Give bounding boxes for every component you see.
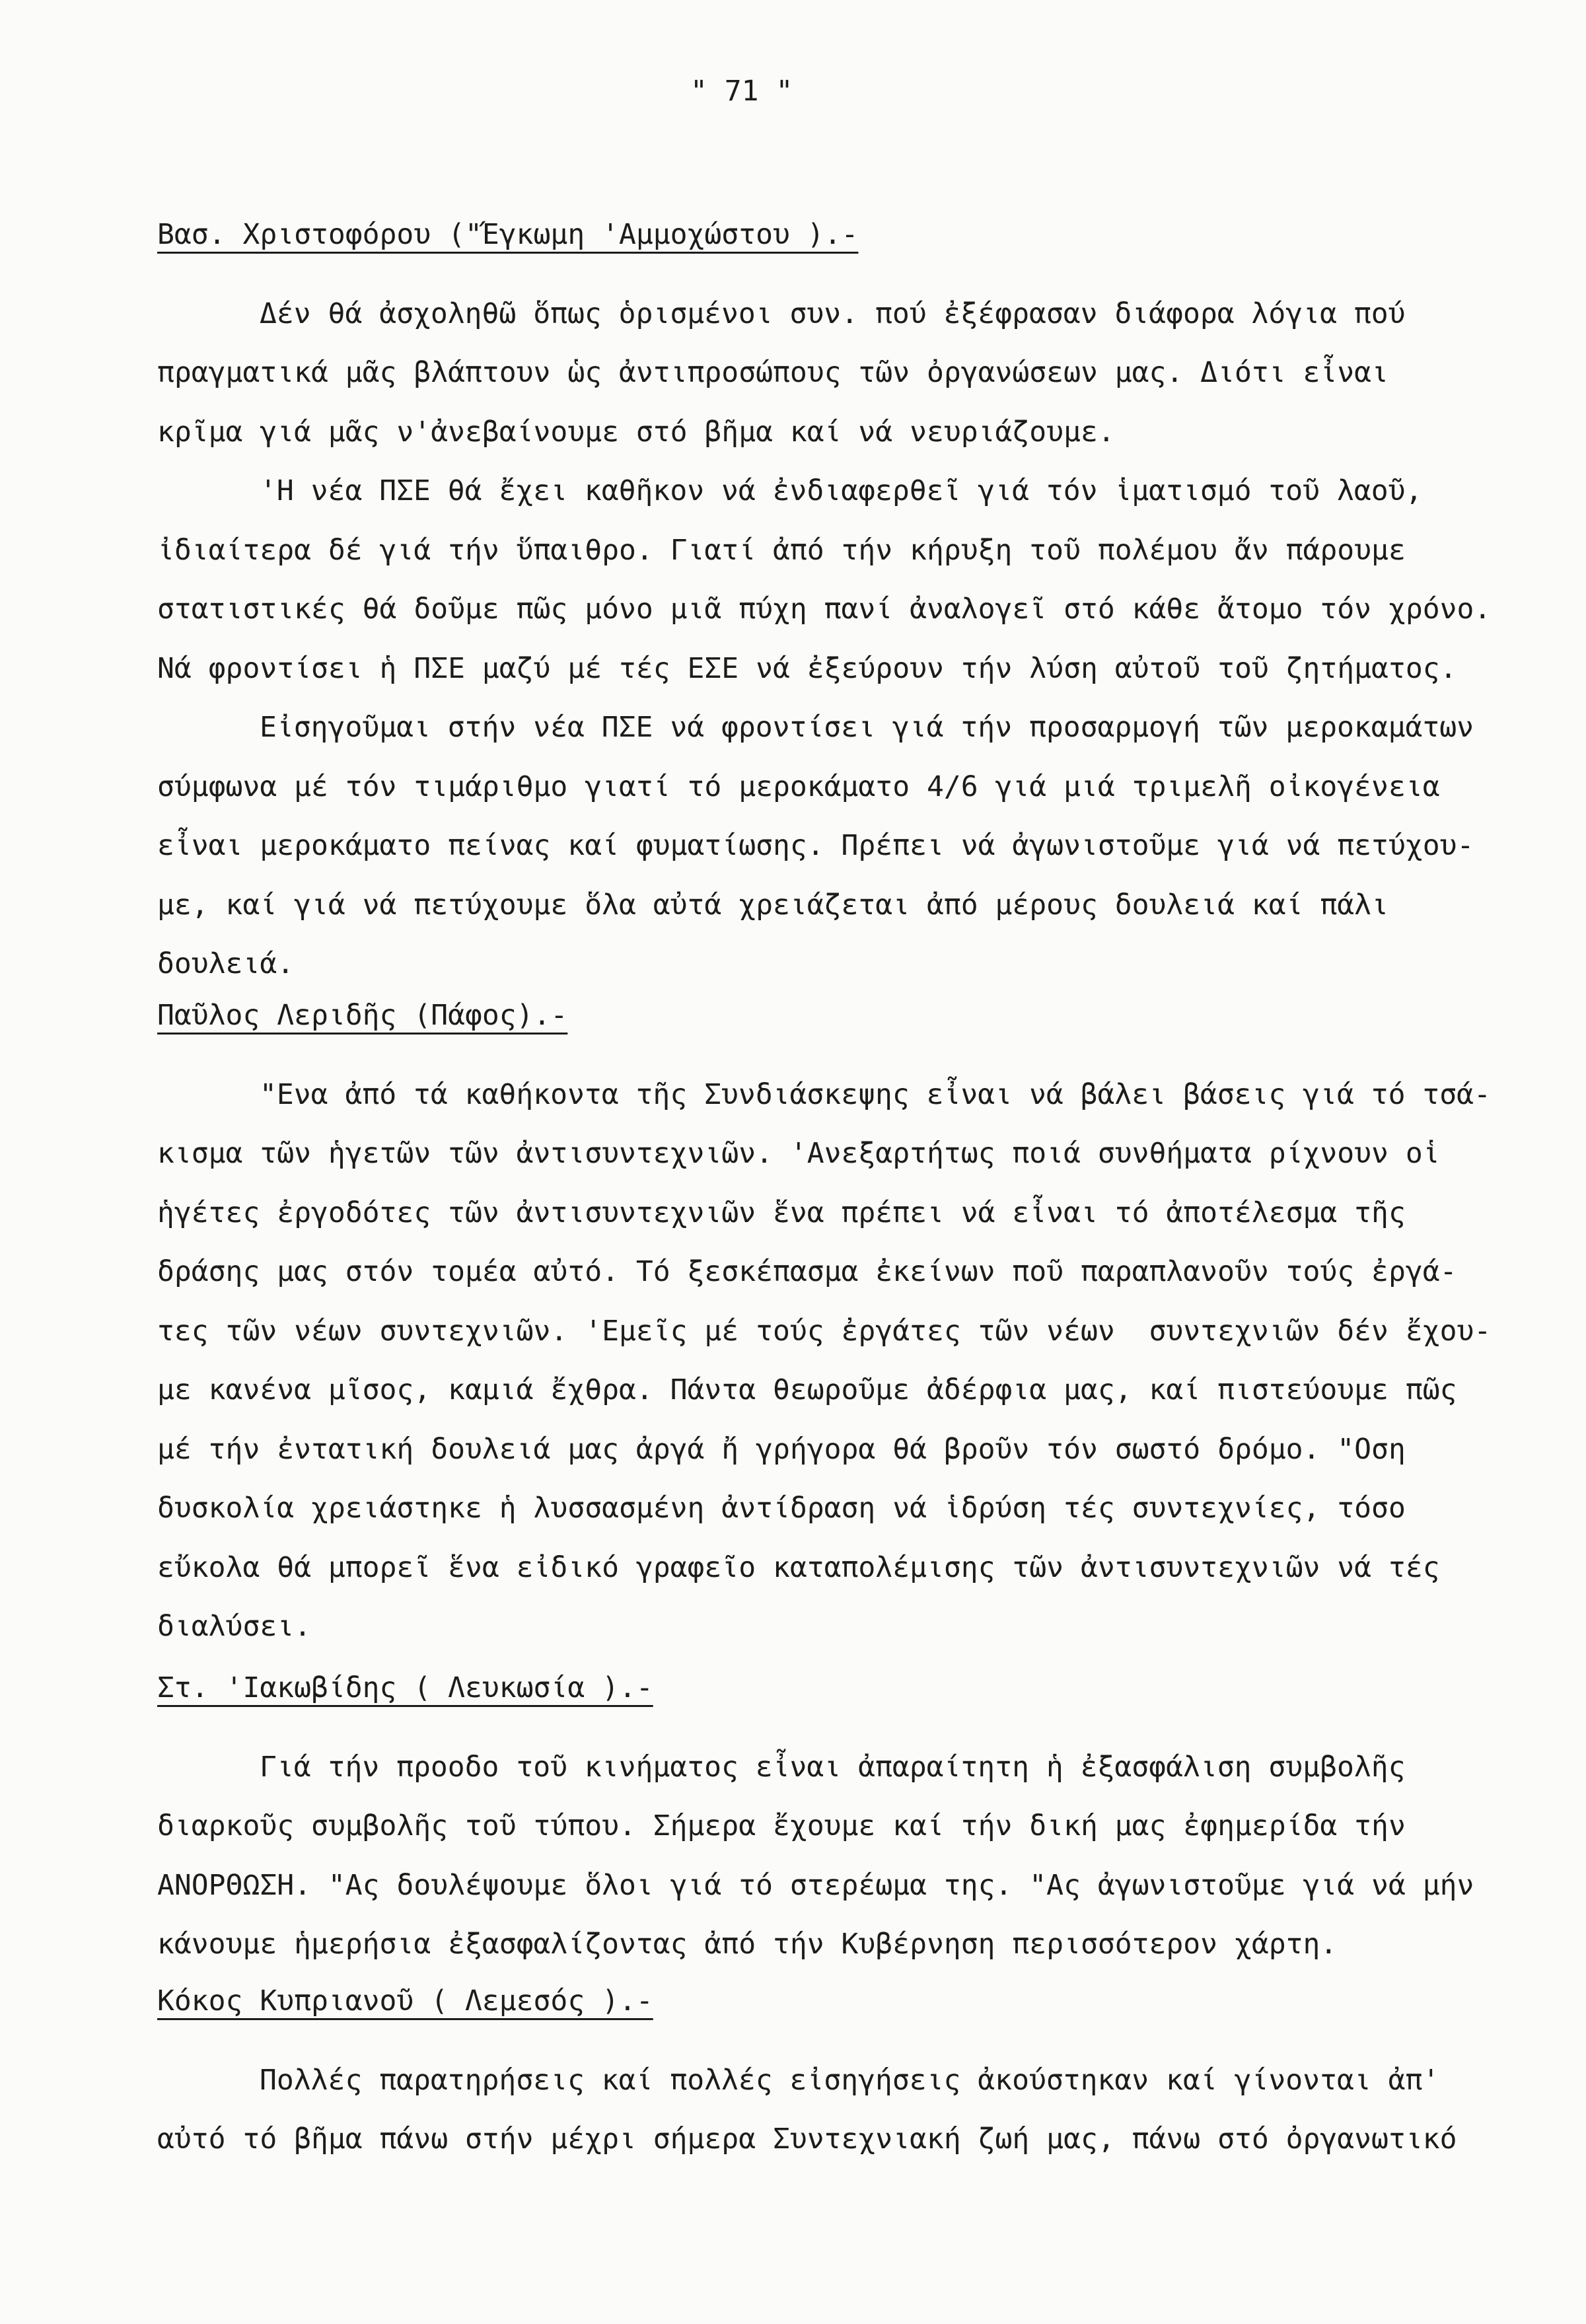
text-line: ΑΝΟΡΘΩΣΗ. "Ας δουλέψουμε ὅλοι γιά τό στερέωμα της. "Ας ἀγωνιστοῦμε γιά νά μήν (157, 1868, 1474, 1902)
text-line: 'Η νέα ΠΣΕ θά ἔχει καθῆκον νά ἐνδιαφερθεῖ γιά τόν ἱματισμό τοῦ λαοῦ, (260, 474, 1423, 507)
text-line: "Ενα ἀπό τά καθήκοντα τῆς Συνδιάσκεψης εἶναι νά βάλει βάσεις γιά τό τσά- (260, 1077, 1491, 1111)
text-line: πραγματικά μᾶς βλάπτουν ὡς ἀντιπροσώπους τῶν ὀργανώσεων μας. Διότι εἶναι (157, 356, 1388, 389)
speaker-name: Βασ. Χριστοφόρου ("Έγκωμη 'Αμμοχώστου ).- (157, 218, 859, 251)
page-number: " 71 " (690, 75, 793, 108)
text-line: μέ τήν ἐντατική δουλειά μας ἀργά ἤ γρήγορα θά βροῦν τόν σωστό δρόμο. "Οση (157, 1432, 1406, 1466)
text-line: διαρκοῦς συμβολῆς τοῦ τύπου. Σήμερα ἔχουμε καί τήν δική μας ἐφημερίδα τήν (157, 1809, 1406, 1842)
text-line: Πολλές παρατηρήσεις καί πολλές εἰσηγήσεις ἀκούστηκαν καί γίνονται ἀπ' (260, 2063, 1440, 2097)
text-line: δράσης μας στόν τομέα αὐτό. Τό ξεσκέπασμα ἐκείνων ποῦ παραπλανοῦν τούς ἐργά- (157, 1255, 1457, 1288)
text-line: στατιστικές θά δοῦμε πῶς μόνο μιᾶ πύχη πανί ἀναλογεῖ στό κάθε ἄτομο τόν χρόνο. (157, 593, 1492, 626)
text-line: κισμα τῶν ἡγετῶν τῶν ἀντισυντεχνιῶν. 'Ανεξαρτήτως ποιά συνθήματα ρίχνουν οἱ (157, 1137, 1440, 1170)
speaker-heading (157, 986, 1558, 1046)
text-line: Εἰσηγοῦμαι στήν νέα ΠΣΕ νά φροντίσει γιά τήν προσαρμογή τῶν μεροκαμάτων (260, 711, 1474, 744)
speaker-heading (157, 1659, 1558, 1718)
speaker-name: Κόκος Κυπριανοῦ ( Λεμεσός ).- (157, 1984, 653, 2017)
text-line: Νά φροντίσει ἡ ΠΣΕ μαζύ μέ τές ΕΣΕ νά ἐξεύρουν τήν λύση αὐτοῦ τοῦ ζητήματος. (157, 651, 1457, 685)
speaker-name: Στ. 'Ιακωβίδης ( Λευκωσία ).- (157, 1671, 653, 1704)
text-line: με κανένα μῖσος, καμιά ἔχθρα. Πάντα θεωροῦμε ἀδέρφια μας, καί πιστεύουμε πῶς (157, 1373, 1457, 1406)
speaker-heading (157, 1972, 1558, 2031)
speech-section (157, 205, 1558, 994)
text-line: δυσκολία χρειάστηκε ἡ λυσσασμένη ἀντίδραση νά ἱδρύση τές συντεχνίες, τόσο (157, 1492, 1406, 1525)
text-line: Δέν θά ἀσχοληθῶ ὅπως ὁρισμένοι συν. πού ἐξέφρασαν διάφορα λόγια πού (260, 297, 1406, 330)
text-line: εὔκολα θά μπορεῖ ἕνα εἰδικό γραφεῖο καταπολέμισης τῶν ἀντισυντεχνιῶν νά τές (157, 1550, 1440, 1584)
text-line: εἶναι μεροκάματο πείνας καί φυματίωσης. Πρέπει νά ἀγωνιστοῦμε γιά νά πετύχου- (157, 829, 1474, 862)
text-line: κάνουμε ἡμερήσια ἐξασφαλίζοντας ἀπό τήν Κυβέρνηση περισσότερον χάρτη. (157, 1928, 1338, 1961)
text-line: αὐτό τό βῆμα πάνω στήν μέχρι σήμερα Συντεχνιακή ζωή μας, πάνω στό ὀργανωτικό (157, 2123, 1457, 2156)
text-line: σύμφωνα μέ τόν τιμάριθμο γιατί τό μεροκάματο 4/6 γιά μιά τριμελῆ οἰκογένεια (157, 770, 1440, 803)
speech-section (157, 1659, 1558, 1975)
text-line: Γιά τήν προοδο τοῦ κινήματος εἶναι ἀπαραίτητη ἡ ἐξασφάλιση συμβολῆς (260, 1750, 1406, 1784)
speech-section (157, 986, 1558, 1657)
speaker-name: Παῦλος Λεριδῆς (Πάφος).- (157, 999, 568, 1032)
text-line: κρῖμα γιά μᾶς ν'ἀνεβαίνουμε στό βῆμα καί νά νευριάζουμε. (157, 415, 1115, 449)
text-line: ἰδιαίτερα δέ γιά τήν ὕπαιθρο. Γιατί ἀπό τήν κήρυξη τοῦ πολέμου ἄν πάρουμε (157, 533, 1406, 567)
text-line: τες τῶν νέων συντεχνιῶν. 'Εμεῖς μέ τούς ἐργάτες τῶν νέων συντεχνιῶν δέν ἔχου- (157, 1314, 1492, 1348)
speaker-heading (157, 205, 1558, 265)
text-line: δουλειά. (157, 947, 295, 980)
text-line: διαλύσει. (157, 1610, 311, 1643)
text-line: ἡγέτες ἐργοδότες τῶν ἀντισυντεχνιῶν ἕνα πρέπει νά εἶναι τό ἀποτέλεσμα τῆς (157, 1196, 1406, 1229)
speech-section (157, 1972, 1558, 2169)
text-line: με, καί γιά νά πετύχουμε ὅλα αὐτά χρειάζεται ἀπό μέρους δουλειά καί πάλι (157, 888, 1388, 922)
